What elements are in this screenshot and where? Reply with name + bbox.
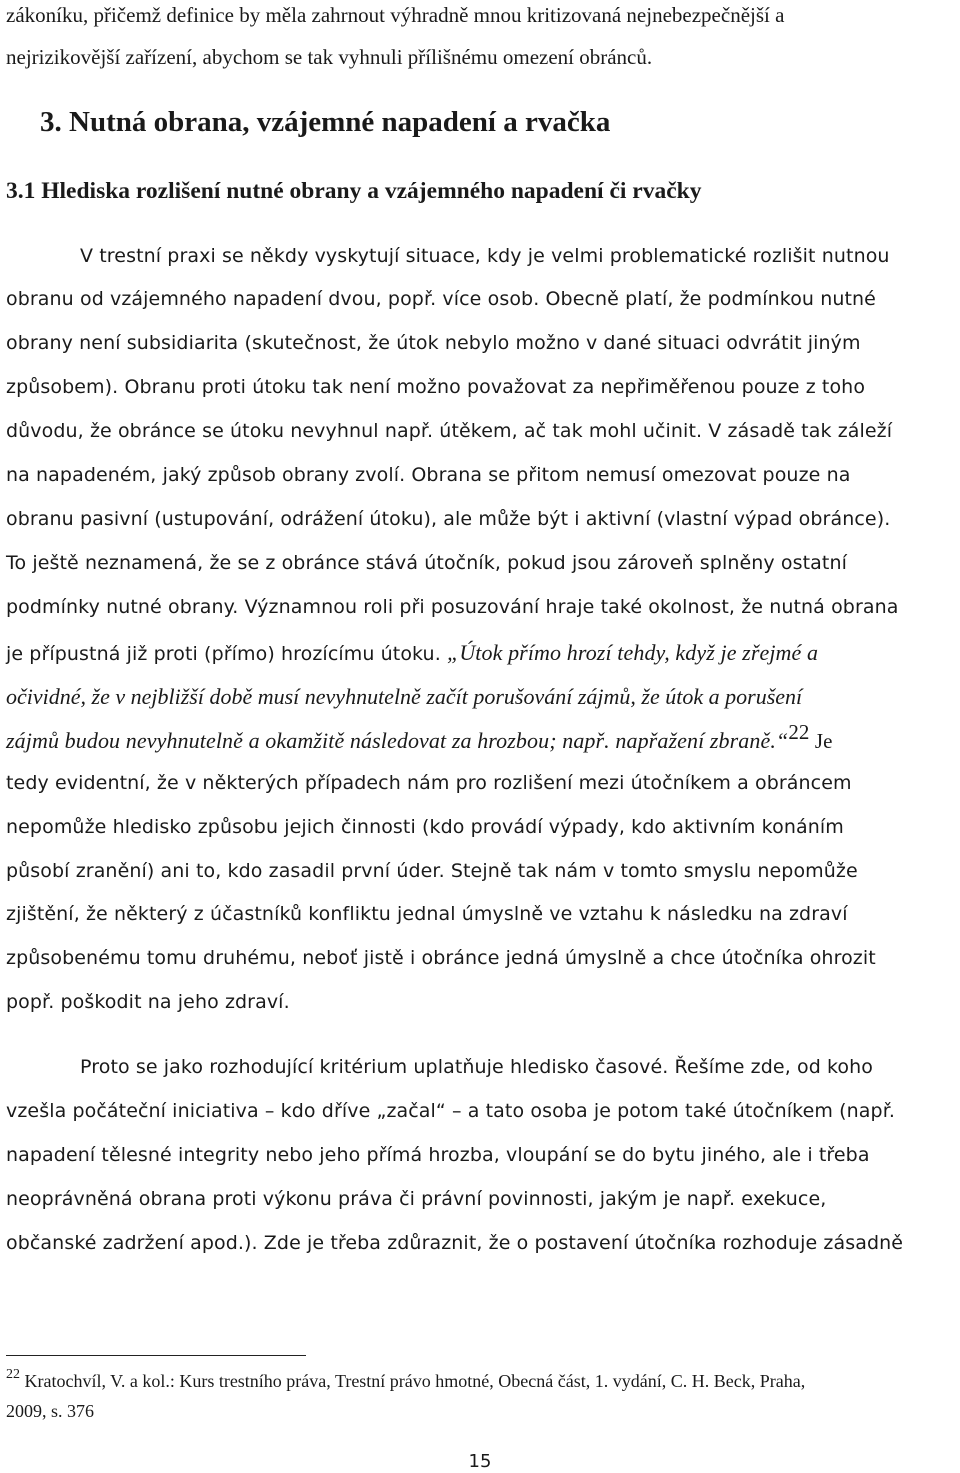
- subsection-heading: 3.1 Hlediska rozlišení nutné obrany a vzájemného napadení či rvačky: [6, 178, 702, 204]
- paragraph-line: podmínky nutné obrany. Významnou roli při posuzování hraje také okolnost, že nutná obrana: [6, 596, 899, 618]
- paragraph-line: důvodu, že obránce se útoku nevyhnul např. útěkem, ač tak mohl učinit. V zásadě tak záleží: [6, 420, 893, 442]
- plain-text: je přípustná již proti (přímo) hrozícímu útoku.: [6, 643, 447, 665]
- paragraph-line: V trestní praxi se někdy vyskytují situace, kdy je velmi problematické rozlišit nutnou: [80, 245, 890, 267]
- paragraph-line: působí zranění) ani to, kdo zasadil první úder. Stejně tak nám v tomto smyslu nepomůže: [6, 860, 858, 882]
- paragraph-line: napadení tělesné integrity nebo jeho přímá hrozba, vloupání se do bytu jiného, ale i třeba: [6, 1144, 870, 1166]
- footnote-number: 22: [6, 1367, 20, 1382]
- paragraph-line: občanské zadržení apod.). Zde je třeba zdůraznit, že o postavení útočníka rozhoduje zásadně: [6, 1232, 904, 1254]
- paragraph-line: To ještě neznamená, že se z obránce stává útočník, pokud jsou zároveň splněny ostatní: [6, 552, 847, 574]
- paragraph-line: obranu pasivní (ustupování, odrážení útoku), ale může být i aktivní (vlastní výpad obránce).: [6, 508, 891, 530]
- paragraph-line: obranu od vzájemného napadení dvou, popř. více osob. Obecně platí, že podmínkou nutné: [6, 288, 876, 310]
- quoted-citation: zájmů budou nevyhnutelně a okamžitě následovat za hrozbou; např. napřažení zbraně.“: [6, 728, 789, 753]
- footnote-separator: [6, 1355, 306, 1356]
- paragraph-line: způsobem). Obranu proti útoku tak není možno považovat za nepřiměřenou pouze z toho: [6, 376, 866, 398]
- footnote-text: 2009, s. 376: [6, 1401, 95, 1421]
- footnote-reference[interactable]: 22: [788, 720, 810, 744]
- paragraph-line: vzešla počáteční iniciativa – kdo dříve „začal“ – a tato osoba je potom také útočníkem (např.: [6, 1100, 896, 1122]
- paragraph-line: popř. poškodit na jeho zdraví.: [6, 991, 290, 1013]
- footnote-text: [6, 1367, 806, 1391]
- quoted-citation-line: očividné, že v nejbližší době musí nevyhnutelně začít porušování zájmů, že útok a porušení: [6, 684, 803, 709]
- section-heading: 3. Nutná obrana, vzájemné napadení a rvačka: [40, 106, 611, 138]
- paragraph-line: [6, 642, 818, 664]
- paragraph-line: způsobenému tomu druhému, neboť jistě i obránce jedná úmyslně a chce útočníka ohrozit: [6, 947, 876, 969]
- quoted-citation: „Útok přímo hrozí tehdy, když je zřejmé a: [446, 640, 819, 665]
- plain-text: Je: [809, 729, 833, 753]
- body-text-line: nejrizikovější zařízení, abychom se tak vyhnuli přílišnému omezení obránců.: [6, 45, 653, 69]
- paragraph-line: Proto se jako rozhodující kritérium uplatňuje hledisko časové. Řešíme zde, od koho: [80, 1056, 874, 1078]
- paragraph-line: [6, 720, 833, 753]
- footnote-citation: Kratochvíl, V. a kol.: Kurs trestního práva, Trestní právo hmotné, Obecná část, 1. vydání, C. H. Beck, Praha,: [20, 1371, 806, 1391]
- paragraph-line: na napadeném, jaký způsob obrany zvolí. Obrana se přitom nemusí omezovat pouze na: [6, 464, 851, 486]
- paragraph-line: neoprávněná obrana proti výkonu práva či právní povinnosti, jakým je např. exekuce,: [6, 1188, 827, 1210]
- paragraph-line: obrany není subsidiarita (skutečnost, že útok nebylo možno v dané situaci odvrátit jiným: [6, 332, 861, 354]
- paragraph-line: tedy evidentní, že v některých případech nám pro rozlišení mezi útočníkem a obráncem: [6, 772, 852, 794]
- page-number: 15: [468, 1451, 492, 1472]
- body-text-line: zákoníku, přičemž definice by měla zahrnout výhradně mnou kritizovaná nejnebezpečnější a: [6, 3, 785, 27]
- paragraph-line: nepomůže hledisko způsobu jejich činnosti (kdo provádí výpady, kdo aktivním konáním: [6, 816, 844, 838]
- paragraph-line: zjištění, že některý z účastníků konfliktu jednal úmyslně ve vztahu k následku na zdraví: [6, 903, 848, 925]
